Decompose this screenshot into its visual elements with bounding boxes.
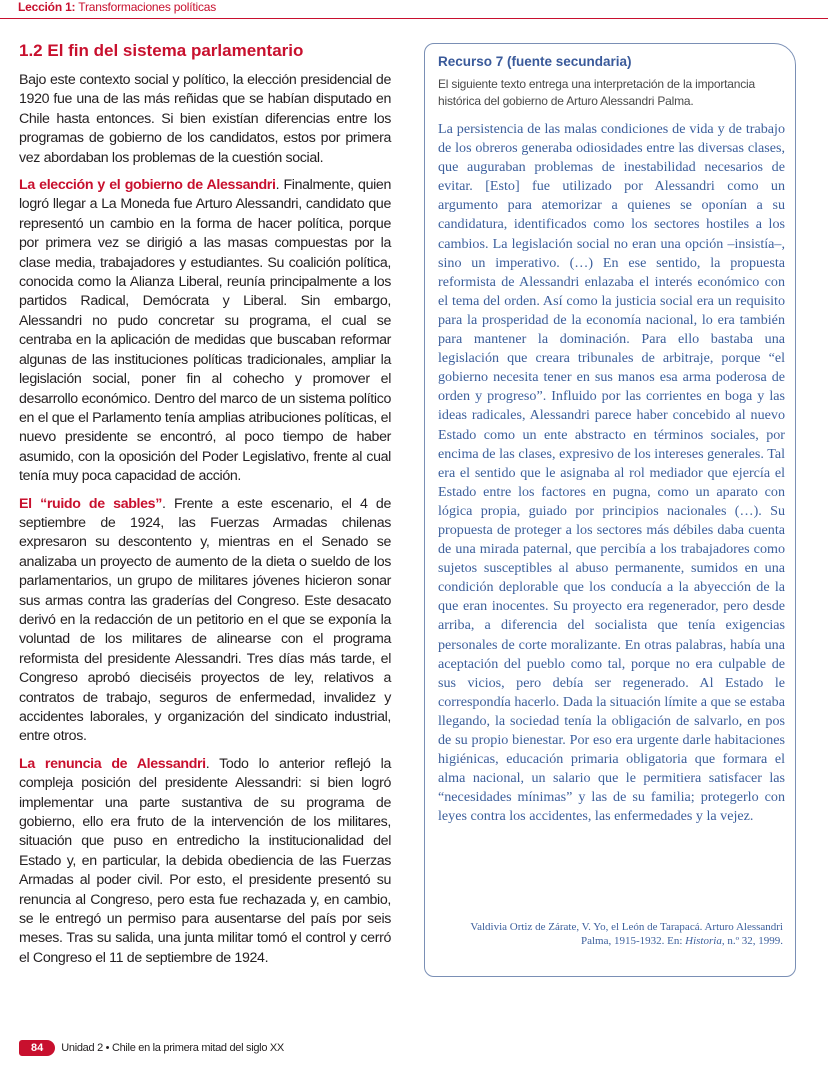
citation-details: , n.º 32, 1999. [721,935,783,947]
resource-title: Recurso 7 (fuente secundaria) [438,54,632,69]
page-number: 84 [19,1040,55,1056]
paragraph-text: . Finalmente, quien logró llegar a La Moneda fue Arturo Alessandri, candidato que representó un cambio en la forma de hacer política, porque por primera vez se dirigió a las masas compuestas por la clase media, trabajadores y estudiantes. Su coalición política, conocida como la Alianza Liberal, reunía principalmente a los partidos Radical, Demócrata y Liberal. Sin embargo, Alessandri no pudo concretar su programa, el cual se centraba en la aplicación de medidas que buscaban reformar algunas de las instituciones políticas tradicionales, ampliar la legislación social, poner fin al cohecho y promover el desarrollo económico. Dentro del marco de un sistema político en el que el Parlamento tenía amplias atribuciones políticas, el nuevo presidente se encontró, al poco tiempo de haber asumido, con la oposición del Poder Legislativo, frente al cual tenía muy poca capacidad de acción. [19,177,391,485]
page-footer [19,1040,284,1056]
lesson-label: Lección 1: [18,0,76,14]
page-header [0,0,828,19]
resource-citation [453,920,783,948]
resource-body: La persistencia de las malas condiciones de vida y de trabajo de los obreros generaba odiosidades entre las diversas clases, que auguraban problemas de inestabilidad necesarios de evitar. [Esto] fue utilizado por Alessandri como un argumento para atemorizar a quienes se oponían a su candidatura, identificados como los sectores hostiles a los cambios. La legislación social no eran una opción –insistía–, sino un imperativo. (…) En ese sentido, la propuesta reformista de Alessandri enlazaba el interés económico con el tema del orden. Así como la justicia social era un requisito para la prosperidad de la economía nacional, lo era también para mantener la dominación. Para ello bastaba una legislación que creara tribunales de arbitraje, porque “el gobierno necesita tener en sus manos esa arma poderosa de orden y progreso”. Influido por las corrientes en boga y las ideas radicales, Alessandri parece haber concebido al nuevo Estado como un ente abstracto en términos sociales, por encima de las clases, expresivo de los intereses generales. Tal era el sentido que le asignaba al rol mediador que ejercía el Estado entre los factores en pugna, como un aparato con lógica propia, guiado por principios nacionales (…). Su propuesta de proteger a los sectores más débiles daba cuenta de una mirada paternal, que percibía a los trabajadores como sujetos susceptibles al abuso permanente, sumidos en una condición deplorable que los conducía a la abyección de la que eran inocentes. Su proyecto era regenerador, pero desde arriba, a diferencia del socialista que tenía exigencias personales de corte moralizante. En otras palabras, había una aceptación del pueblo como tal, porque no era culpable de sus vicios, pero debía ser regenerado. Al Estado le correspondía hacerlo. Dada la situación límite a que se estaba llegando, la sociedad tenía la obligación de salvarlo, en pos de su propio bienestar. Por eso era urgente darle habitaciones higiénicas, educación primaria obligatoria que formara el alma nacional, un salario que le permitiera satisfacer las “necesidades mínimas” y las de su familia; protegerlo con leyes contra los accidentes, las enfermedades y la vejez. [438,121,785,825]
resource-intro: El siguiente texto entrega una interpretación de la importancia histórica del gobierno de Arturo Alessandri Palma. [438,77,755,108]
intro-paragraph: Bajo este contexto social y político, la elección presidencial de 1920 fue una de las más reñidas que se habían disputado en Chile hasta entonces. Si bien existían diferencias entre los programas de gobierno de los candidatos, estos por primera vez abordaban los problemas de la cuestión social. [19,72,391,166]
lesson-title: Transformaciones políticas [78,0,217,14]
paragraph-alessandri-election [19,176,391,487]
unit-label: Unidad 2 • Chile en la primera mitad del siglo XX [61,1042,284,1054]
lesson-heading [18,0,216,14]
paragraph-lead: La elección y el gobierno de Alessandri [19,177,276,194]
paragraph-renuncia [19,755,391,968]
paragraph-text: . Todo lo anterior reflejó la compleja posición del presidente Alessandri: si bien logró implementar una parte sustantiva de su programa de gobierno, ello era fruto de la intervención de los militares, situación que puso en entredicho la institucionalidad del Estado y, en particular, la debida obediencia de las Fuerzas Armadas al poder civil. Por esto, el presidente presentó su renuncia al Congreso, pero esta fue rechazada y, en cambio, se le entregó un permiso para ausentarse del país por seis meses. Tras su salida, una junta militar tomó el control y cerró el Congreso el 11 de septiembre de 1924. [19,755,392,966]
paragraph-text: . Frente a este escenario, el 4 de septiembre de 1924, las Fuerzas Armadas chilenas expresaron su descontento y, mientras en el Senado se analizaba un proyecto de aumento de la dieta o sueldo de los parlamentarios, un grupo de militares jóvenes hicieron sonar sus armas contra las graderías del Congreso. Este desacato derivó en la redacción de un petitorio en el que se exponía la voluntad de los militares de alinearse con el programa reformista del presidente Alessandri. Tres días más tarde, el Congreso aprobó dieciséis proyectos de ley, relativos a contratos de trabajo, seguros de enfermedad, invalidez y accidentes laborales, y organización del sindicato industrial, entre otros. [19,495,391,745]
section-title: 1.2 El fin del sistema parlamentario [19,41,304,60]
paragraph-ruido-de-sables [19,495,391,747]
paragraph-lead: La renuncia de Alessandri [19,755,206,772]
resource-box [424,43,796,977]
main-column [19,40,391,976]
citation-journal: Historia [685,935,722,947]
paragraph-lead: El “ruido de sables” [19,495,162,512]
citation-text: Valdivia Ortiz de Zárate, V. Yo, el León de Tarapacá. Arturo Alessandri Palma, 1915-1932. En: [470,921,783,947]
